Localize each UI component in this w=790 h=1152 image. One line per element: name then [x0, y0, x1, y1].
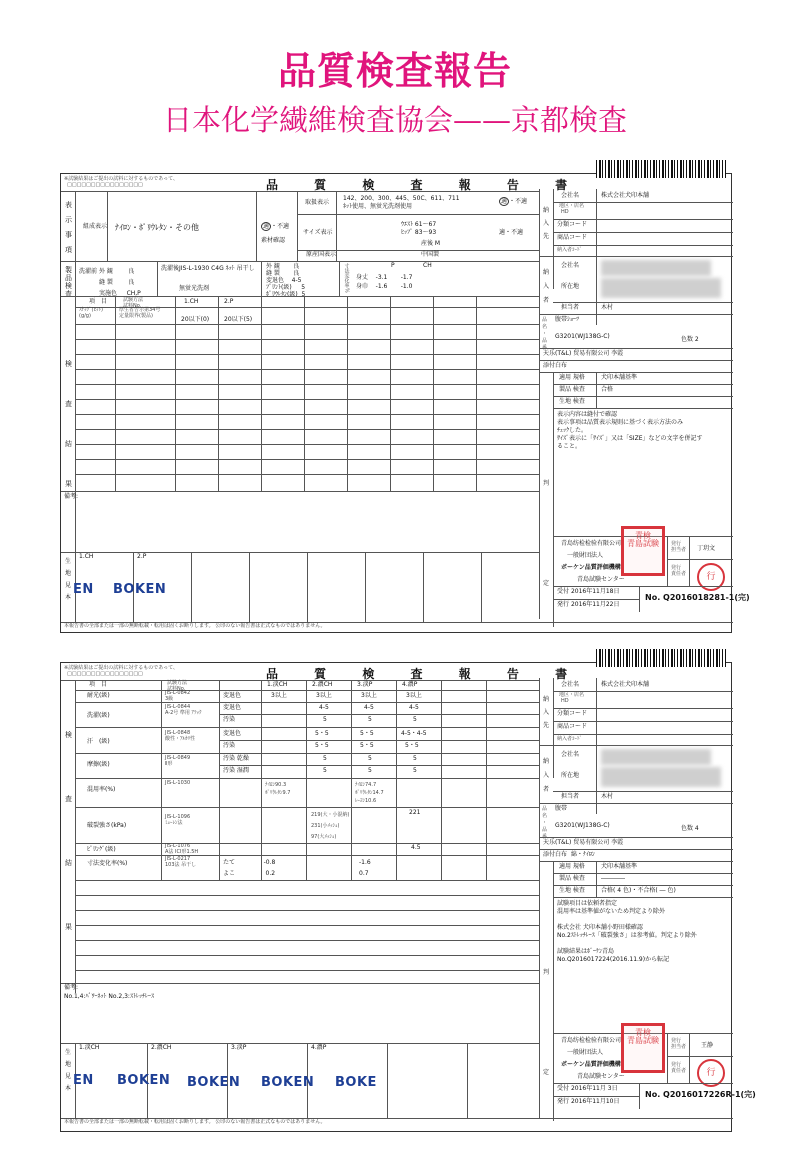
- result-row1-item: ｽﾅｯｸﾞ(ﾋｯﾄ) (g/g): [79, 307, 103, 319]
- size-label: サイズ表示: [303, 229, 333, 236]
- head-3: 3.淡P: [357, 681, 373, 688]
- class-code-label: 分類コード: [557, 221, 588, 228]
- pilling-method: JIS-L-1076 A法 ICI形1.5H: [165, 843, 199, 855]
- received-row: 受付 2016年11月18日: [557, 588, 620, 595]
- sample-label: 生 地 見 本: [65, 1049, 72, 1092]
- page-subtitle: 日本化学繊維検査協会——京都検査: [162, 103, 627, 137]
- head-1: 1.淡CH: [267, 681, 288, 688]
- result-head-method: 試験方法 試料No.: [123, 297, 144, 309]
- color-count: 色数 2: [681, 336, 699, 343]
- result-row1-val2: 20以下(5): [224, 316, 253, 323]
- result-head-item: 項 目: [89, 298, 108, 305]
- boken-logo: BOKEN: [187, 1075, 241, 1090]
- branch-value: HD: [561, 209, 569, 215]
- branch-value: HD: [561, 698, 569, 704]
- redacted-company: [601, 260, 711, 276]
- hantei-label: 判 定: [543, 480, 550, 587]
- goods-code-label: 商品コード: [557, 234, 588, 241]
- judgment-text: 試験項目は依頼者指定 混用率は基準値がないため判定より除外 株式会社 犬印本舗小野田様確認 No.2ｽﾄﾚｯﾁﾚｰｽ「破裂強さ」は参考値。判定より除外 試験結果はﾎﾞｰｹﾝ青島 No.Q2016017224(2016.11.9)から転記: [557, 900, 697, 963]
- burst-item: 破裂強さ(kPa): [87, 822, 127, 829]
- hinmei-label: 品 名 ・ 品 番: [542, 317, 548, 351]
- staff-value: 木村: [601, 304, 614, 311]
- judgment-text: 表示内容は縫付で確認 表示事項は品質表示規則に基づく表示方法のみ ﾁｪｯｸした。 ｻｲｽﾞ表示に「ｻｲｽﾞ」又は「SIZE」などの文字を併記す ること。: [557, 411, 703, 450]
- size-judge: 適・不適: [499, 229, 524, 236]
- issue-staff-value: 王静: [701, 1042, 714, 1049]
- report-number: No. Q2016017226R-1(完): [645, 1090, 756, 1099]
- label-disp: 表 示 事 項: [65, 201, 72, 254]
- redacted-address: [601, 767, 721, 787]
- material-check: 素材確認: [261, 237, 286, 244]
- size-value-1: ｳｴｽﾄ 61～67: [401, 221, 437, 228]
- product-number: G3201(WJ138G-C): [555, 333, 610, 340]
- composition-label: 組成表示: [83, 223, 108, 230]
- issuer-3: ボーケン品質評価機構: [561, 1061, 621, 1068]
- inspection-report-1: [60, 173, 750, 633]
- size-value-3: 産後 M: [421, 240, 441, 247]
- inspection-report-2: ※試験結果はご提出の試料に対するものであって、 □□□□□□□□□□□□□□□□ 品 質 検 査 報 告 書 検 査 結 果 項 目 試験方法 試料No. 1.淡CH 2.濃CH 3.淡P 4.濃P 耐光(級) JIS-L-0842 3級 変退色 3以上 3以上 3以上 3以上 洗濯(級) JIS-L-0844 A-2号 準用 ｱﾗｯｸ 変退色 4-5 4-5 4-5 汚染 5 5 5 汗 (級) JIS-L-0848 酸性・ｱﾙｶﾘ性 変退色 5・5 5・5 4-5・4-5 汚染 5・5 5・5 5・5 摩擦(級) JIS-L-0849 Ⅱ形 汚染 乾燥 5 5 5 汚染 湿潤 5 5 5 混用率(%) JIS-L-1030 ﾅｲﾛﾝ90.3 ﾎﾟﾘｳﾚﾀﾝ9.7 ﾅｲﾛﾝ74.7 ﾎﾟﾘｳﾚﾀﾝ14.7 ﾚｰﾖﾝ10.6 破裂強さ(kPa) JIS-L-1096 ﾐｭｰﾚﾝ法 219(大・小混納) 231(小ﾒｯｼｭ) 97(大ﾒｯｼｭ) 221 ﾋﾟﾘﾝｸﾞ(級) JIS-L-1076 A法 ICI形1.5H 4.5 寸法変化率(%) JIS-L-0217 103法 吊干し たて -0.8 よこ 0.2 -1.6 0.7 備考: No.1,4:ﾊﾟﾜｰﾈｯﾄ No.2,3:ｽﾄﾚｯﾁﾚｰｽ 生 地 見 本 1.淡CH 2.濃CH 3.淡P 4.濃P EN BOKEN BOKEN BOKEN BOKE 本報告書の全部または一部の無断転載・転用は固くお断りします。 公印のない報告書は正式なものではありません。 納 入 先 会社名 株式会社犬印本舗 地区・店名 HD 分類コード 商品コード 納入者ｺｰﾄﾞ 納 入 者 会社名 所在地 担当者 木村 品 名 ・ 品 番 腹帯 G3201(WJ138G-C) 色数 4 天乐(T&L) 贸易有限公司 李霞 添付白布 綿・ﾅｲﾛﾝ 判 定 適用 規格 犬印本舗基準 製品 検査 ―――― 生地 検査 合格( 4 色)・不合格( ― 色) 試験項目は依頼者指定 混用率は基準値がないため判定より除外 株式会社 犬印本舗小野田様確認 No.2ｽﾄﾚｯﾁﾚｰｽ「破裂強さ」は参考値。判定より除外 試験結果はﾎﾞｰｹﾝ青島 No.Q2016017224(2016.11.9)から転記 青島纺检检验有限公司 一般財団法人 ボーケン品質評価機構 青島試験センター 青検 青島試験 発行 担当者 王静 発行 責任者 行 受付 2016年11月 3日 発行 2016年11月10日 No. Q2016017226R-1(完): [60, 662, 732, 1132]
- issuer-4: 青島試験センター: [577, 576, 625, 583]
- care-label: 取扱表示: [305, 199, 330, 206]
- label-pre: 製 品 検 査: [65, 266, 72, 298]
- label-result: 検 査 結 果: [65, 731, 72, 931]
- standard-label: 適用 規格: [559, 863, 585, 870]
- company-label: 会社名: [561, 681, 580, 688]
- dim-head-ch: CH: [423, 262, 432, 269]
- footer-note: 本報告書の全部または一部の無断転載・転用は固くお断りします。 公印のない報告書は正式なものではありません。: [64, 623, 326, 629]
- report-title: 品 質 検 査 報 告 書: [266, 178, 584, 192]
- class-code-label: 分類コード: [557, 710, 588, 717]
- sample-1: 1.淡CH: [79, 1044, 100, 1051]
- dim-rows: 身丈 -3.1 -1.7 身巾 -1.6 -1.0: [356, 274, 413, 290]
- issuer-3: ボーケン品質評価機構: [561, 564, 621, 571]
- care-judge: 適 ・不適: [501, 198, 528, 205]
- blend-method: JIS-L-1030: [165, 780, 191, 786]
- issue-manager-label: 発行 責任者: [671, 565, 687, 577]
- product-inspection-label: 製品 検査: [559, 386, 585, 393]
- size-value-2: ﾋｯﾌﾟ 83～93: [401, 229, 437, 236]
- result-row1-val1: 20以下(0): [181, 316, 210, 323]
- result-head-1: 1.CH: [184, 298, 199, 305]
- report-number: No. Q2016018281-1(完): [645, 593, 750, 602]
- sample-2: 2.濃CH: [151, 1044, 172, 1051]
- product-inspection-value: 合格: [601, 386, 614, 393]
- fabric-inspection-label: 生地 検査: [559, 887, 585, 894]
- composition-value: ﾅｲﾛﾝ・ﾎﾟﾘｳﾚﾀﾝ・その他: [115, 223, 199, 232]
- burst-method: JIS-L-1096 ﾐｭｰﾚﾝ法: [165, 814, 191, 826]
- staff-label: 担当者: [561, 793, 580, 800]
- staff-value: 木村: [601, 793, 614, 800]
- nonyu-label: 納 入 先: [543, 696, 550, 729]
- care-value-2: ﾈｯﾄ使用、無蛍光洗剤使用: [343, 203, 413, 210]
- hinmei-label: 品 名 ・ 品 番: [542, 806, 548, 840]
- head-method: 試験方法 試料No.: [167, 680, 188, 692]
- product-inspection-label: 製品 検査: [559, 875, 585, 882]
- pre-rows: 外 観 良 縫 製 良 実施色 CH,P: [99, 268, 141, 297]
- sample-4: 4.濃P: [311, 1044, 327, 1051]
- wash-post-label: 洗濯後: [161, 265, 180, 272]
- received-row: 受付 2016年11月 3日: [557, 1085, 618, 1092]
- blend-values-1: ﾅｲﾛﾝ90.3 ﾎﾟﾘｳﾚﾀﾝ9.7: [265, 782, 291, 796]
- maker: 天乐(T&L) 贸易有限公司 李霞: [543, 350, 624, 357]
- dim-item: 寸法変化率(%): [87, 860, 128, 867]
- dim-head-p: P: [391, 262, 395, 269]
- manager-seal: 行: [697, 563, 725, 591]
- nonyu-label: 納 入 先: [543, 207, 550, 240]
- attached-cloth: 添付白布: [543, 362, 568, 369]
- remarks-text: No.1,4:ﾊﾟﾜｰﾈｯﾄ No.2,3:ｽﾄﾚｯﾁﾚｰｽ: [64, 993, 154, 1000]
- head-2: 2.濃CH: [312, 681, 333, 688]
- issuer-2: 一般財団法人: [567, 1049, 604, 1056]
- issue-staff-value: 丁玥文: [697, 545, 716, 552]
- branch-label: 地区・店名: [559, 203, 585, 209]
- goods-code-label: 商品コード: [557, 723, 588, 730]
- sub-items: 外 観 良 縫 製 良 変退色 4-5 ﾌﾟﾘﾝﾄ(級) 5 ﾎﾟﾘｳﾚﾀﾝ(級) 5: [266, 263, 306, 298]
- standard-label: 適用 規格: [559, 374, 585, 381]
- company-value: 株式会社犬印本舗: [601, 681, 650, 688]
- supplier-company-label: 会社名: [561, 262, 580, 269]
- burst-value-4: 221: [409, 809, 421, 816]
- pilling-value: 4.5: [411, 844, 421, 851]
- wash-method: JIS-L-1930 C4G ﾈｯﾄ 吊干し: [179, 265, 255, 272]
- remarks-label: 備考:: [64, 984, 79, 991]
- issue-staff-label: 発行 担当者: [671, 1038, 687, 1050]
- standard-value: 犬印本舗基準: [601, 863, 638, 870]
- issue-manager-label: 発行 責任者: [671, 1062, 687, 1074]
- official-stamp: 青検 青島試験: [621, 1023, 665, 1073]
- color-count: 色数 4: [681, 825, 699, 832]
- company-value: 株式会社犬印本舗: [601, 192, 650, 199]
- redacted-company: [601, 749, 711, 765]
- official-stamp: 青検 青島試験: [621, 526, 665, 576]
- nonyusha-label: 納 入 者: [543, 758, 550, 793]
- sample-2: 2.P: [137, 553, 147, 560]
- boken-logo: EN: [73, 582, 94, 597]
- head-item: 項 目: [89, 681, 108, 688]
- blend-item: 混用率(%): [87, 786, 116, 793]
- address-label: 所在地: [561, 772, 580, 779]
- dim-rows-b: -1.6 0.7: [359, 859, 371, 877]
- pilling-item: ﾋﾟﾘﾝｸﾞ(級): [87, 846, 116, 853]
- manager-seal: 行: [697, 1059, 725, 1087]
- issuer-1: 青島纺检检验有限公司: [561, 1037, 622, 1044]
- issue-staff-label: 発行 担当者: [671, 541, 687, 553]
- dim-method: JIS-L-0217 103法 吊干し: [165, 856, 197, 868]
- fabric-inspection-value: 合格( 4 色)・不合格( ― 色): [601, 887, 676, 894]
- pre-wash-label: 洗濯前: [79, 268, 98, 275]
- care-value: 142、200、300、445、50C、611、711: [343, 195, 460, 202]
- boken-logo: BOKEN: [261, 1075, 315, 1090]
- boken-logo: BOKEN: [117, 1073, 171, 1088]
- dimension-label: 寸法変化率%: [343, 263, 350, 293]
- origin-label: 原産国表示: [306, 251, 337, 258]
- supplier-code-label: 納入者ｺｰﾄﾞ: [557, 247, 583, 253]
- issuer-1: 青島纺检检验有限公司: [561, 540, 622, 547]
- report-note: ※試験結果はご提出の試料に対するものであって、 □□□□□□□□□□□□□□□□: [64, 665, 179, 677]
- issuer-4: 青島試験センター: [577, 1073, 625, 1080]
- address-label: 所在地: [561, 283, 580, 290]
- redacted-address: [601, 278, 721, 298]
- composition-judge: 適 ・不適: [263, 223, 290, 230]
- footer-note: 本報告書の全部または一部の無断転載・転用は固くお断りします。 公印のない報告書は正式なものではありません。: [64, 1119, 326, 1125]
- barcode: [596, 160, 726, 178]
- product-name: 腹帯ｼｮｰﾂ: [555, 316, 580, 323]
- product-number: G3201(WJ138G-C): [555, 822, 610, 829]
- issued-row: 発行 2016年11月22日: [557, 601, 620, 608]
- report-note: ※試験結果はご提出の試料に対するものであって、 □□□□□□□□□□□□□□□□: [64, 176, 179, 188]
- fabric-inspection-label: 生地 検査: [559, 398, 585, 405]
- maker: 天乐(T&L) 贸易有限公司 李霞: [543, 839, 624, 846]
- sample-3: 3.淡P: [231, 1044, 247, 1051]
- issuer-2: 一般財団法人: [567, 552, 604, 559]
- company-label: 会社名: [561, 192, 580, 199]
- barcode: [596, 649, 726, 667]
- attached-cloth: 添付白布 綿・ﾅｲﾛﾝ: [543, 851, 595, 858]
- report-title: 品 質 検 査 報 告 書: [266, 667, 584, 681]
- wash-detergent: 無蛍光洗剤: [179, 285, 210, 292]
- page-title: 品質検査報告: [277, 48, 512, 93]
- nonyusha-label: 納 入 者: [543, 269, 550, 304]
- boken-logo: BOKE: [335, 1075, 377, 1090]
- blend-values-2: ﾅｲﾛﾝ74.7 ﾎﾟﾘｳﾚﾀﾝ14.7 ﾚｰﾖﾝ10.6: [355, 782, 384, 804]
- burst-values: 219(大・小混納) 231(小ﾒｯｼｭ) 97(大ﾒｯｼｭ): [311, 812, 350, 840]
- product-inspection-value: ――――: [601, 875, 625, 882]
- origin-value: 中国製: [421, 251, 440, 258]
- boken-logo: BOKEN: [113, 582, 167, 597]
- boken-logo: EN: [73, 1073, 94, 1088]
- product-name: 腹帯: [555, 805, 568, 812]
- result-row1-method: 厚生省告示第34号 定量限界(製品): [119, 307, 161, 319]
- result-head-2: 2.P: [224, 298, 234, 305]
- remarks-label: 備考:: [64, 493, 79, 500]
- issued-row: 発行 2016年11月10日: [557, 1098, 620, 1105]
- hantei-label: 判 定: [543, 969, 550, 1076]
- dim-rows: たて -0.8 よこ 0.2: [223, 859, 276, 877]
- sample-label: 生 地 見 本: [65, 558, 72, 601]
- sample-1: 1.CH: [79, 553, 94, 560]
- staff-label: 担当者: [561, 304, 580, 311]
- head-4: 4.濃P: [402, 681, 418, 688]
- supplier-company-label: 会社名: [561, 751, 580, 758]
- label-result: 検 査 結 果: [65, 360, 72, 488]
- branch-label: 地区・店名: [559, 692, 585, 698]
- standard-value: 犬印本舗基準: [601, 374, 638, 381]
- supplier-code-label: 納入者ｺｰﾄﾞ: [557, 736, 583, 742]
